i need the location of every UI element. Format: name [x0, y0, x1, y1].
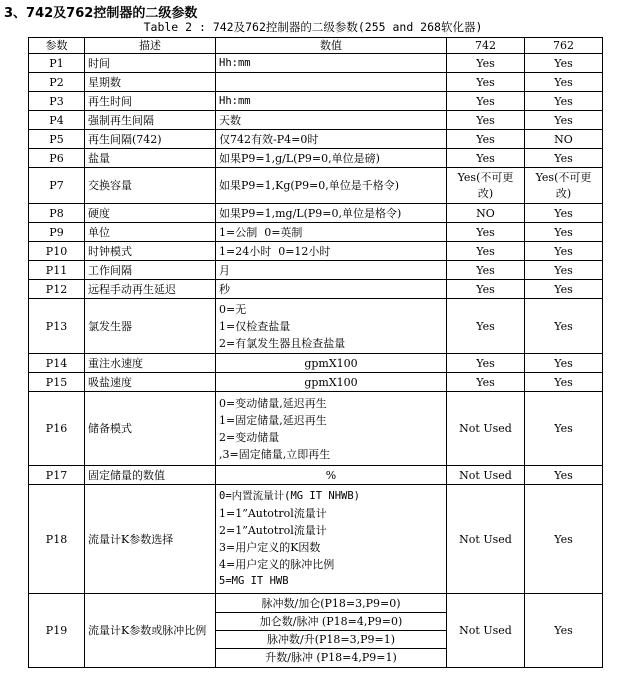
742-cell: Yes: [447, 299, 525, 354]
value-cell: [216, 485, 447, 594]
742-cell: Yes: [447, 242, 525, 261]
value-line: 5=MG IT HWB: [219, 575, 289, 587]
762-cell: Yes: [525, 92, 603, 111]
742-cell: NO: [447, 204, 525, 223]
table-header-row: [29, 38, 603, 54]
value-cell: 天数: [216, 111, 447, 130]
header-desc: 描述: [85, 38, 216, 54]
param-cell: P16: [29, 392, 85, 466]
value-cell: 秒: [216, 280, 447, 299]
762-cell: Yes(不可更改): [525, 168, 603, 204]
762-cell: Yes: [525, 223, 603, 242]
param-cell: P13: [29, 299, 85, 354]
desc-cell: 重注水速度: [85, 354, 216, 373]
desc-cell: 硬度: [85, 204, 216, 223]
value-line: 0=内置流量计(MG IT NHWB): [219, 490, 361, 502]
value-cell: gpmX100: [216, 354, 447, 373]
param-cell: P5: [29, 130, 85, 149]
table-row-p18: [29, 485, 603, 594]
header-param: 参数: [29, 38, 85, 54]
desc-cell: 再生间隔(742): [85, 130, 216, 149]
desc-cell: 远程手动再生延迟: [85, 280, 216, 299]
table-caption: Table 2 : 742及762控制器的二级参数(255 and 268软化器): [143, 20, 483, 34]
762-cell: Yes: [525, 373, 603, 392]
param-cell: P2: [29, 73, 85, 92]
param-cell: P10: [29, 242, 85, 261]
desc-cell: 时间: [85, 54, 216, 73]
value-cell: 1=公制 0=英制: [216, 223, 447, 242]
desc-cell: 流量计K参数选择: [85, 485, 216, 594]
742-cell: Yes: [447, 73, 525, 92]
742-cell: Yes: [447, 354, 525, 373]
value-cell: 如果P9=1,g/L(P9=0,单位是磅): [216, 149, 447, 168]
762-cell: Yes: [525, 242, 603, 261]
value-cell: 仅742有效-P4=0时: [216, 130, 447, 149]
762-cell: Yes: [525, 299, 603, 354]
param-cell: P4: [29, 111, 85, 130]
value-line: 2=1”Autotrol流量计: [219, 524, 327, 537]
742-cell: Yes(不可更改): [447, 168, 525, 204]
param-cell: P12: [29, 280, 85, 299]
param-cell: P15: [29, 373, 85, 392]
sub-value: 脉冲数/升(P18=3,P9=1): [216, 631, 446, 649]
desc-cell: 吸盐速度: [85, 373, 216, 392]
header-742: 742: [447, 38, 525, 54]
value-cell: gpmX100: [216, 373, 447, 392]
742-cell: Yes: [447, 130, 525, 149]
742-cell: Not Used: [447, 485, 525, 594]
762-cell: Yes: [525, 204, 603, 223]
value-cell: 1=24小时 0=12小时: [216, 242, 447, 261]
param-cell: P18: [29, 485, 85, 594]
742-cell: Yes: [447, 373, 525, 392]
desc-cell: 再生时间: [85, 92, 216, 111]
table-row: [29, 92, 603, 111]
table-row: [29, 204, 603, 223]
value-cell: 如果P9=1,Kg(P9=0,单位是千格令): [216, 168, 447, 204]
762-cell: Yes: [525, 261, 603, 280]
desc-cell: 星期数: [85, 73, 216, 92]
table-row: [29, 54, 603, 73]
value-cell: Hh:mm: [216, 54, 447, 73]
742-cell: Not Used: [447, 392, 525, 466]
table-row-p19: [29, 594, 603, 668]
param-cell: P1: [29, 54, 85, 73]
742-cell: Not Used: [447, 466, 525, 485]
desc-cell: 强制再生间隔: [85, 111, 216, 130]
762-cell: Yes: [525, 354, 603, 373]
742-cell: Not Used: [447, 594, 525, 668]
742-cell: Yes: [447, 54, 525, 73]
762-cell: Yes: [525, 466, 603, 485]
table-row-p14: [29, 354, 603, 373]
desc-cell: 交换容量: [85, 168, 216, 204]
742-cell: Yes: [447, 92, 525, 111]
header-762: 762: [525, 38, 603, 54]
value-line: ,3=固定储量,立即再生: [219, 447, 331, 461]
table-row: [29, 73, 603, 92]
table-row: [29, 280, 603, 299]
table-row-p15: [29, 373, 603, 392]
762-cell: Yes: [525, 149, 603, 168]
param-cell: P11: [29, 261, 85, 280]
742-cell: Yes: [447, 223, 525, 242]
762-cell: Yes: [525, 111, 603, 130]
section-heading: 3、742及762控制器的二级参数: [4, 6, 198, 21]
value-cell: [216, 392, 447, 466]
desc-cell: 储备模式: [85, 392, 216, 466]
value-line: 3=用户定义的K因数: [219, 541, 321, 554]
value-line: 1=1”Autotrol流量计: [219, 507, 327, 520]
762-cell: Yes: [525, 392, 603, 466]
desc-cell: 工作间隔: [85, 261, 216, 280]
762-cell: Yes: [525, 54, 603, 73]
762-cell: NO: [525, 130, 603, 149]
param-cell: P14: [29, 354, 85, 373]
value-cell: 月: [216, 261, 447, 280]
sub-value-table: [216, 595, 446, 666]
header-value: 数值: [216, 38, 447, 54]
param-cell: P9: [29, 223, 85, 242]
table-row: [29, 168, 603, 204]
desc-cell: 单位: [85, 223, 216, 242]
parameter-table: [28, 37, 603, 668]
desc-cell: 氯发生器: [85, 299, 216, 354]
742-cell: Yes: [447, 280, 525, 299]
table-row: [29, 130, 603, 149]
sub-value: 脉冲数/加仑(P18=3,P9=0): [216, 595, 446, 613]
value-line: 0=无: [219, 302, 247, 316]
value-cell: %: [216, 466, 447, 485]
param-cell: P7: [29, 168, 85, 204]
value-cell: 如果P9=1,mg/L(P9=0,单位是格令): [216, 204, 447, 223]
table-row: [29, 149, 603, 168]
value-line: 1=固定储量,延迟再生: [219, 413, 327, 427]
desc-cell: 盐量: [85, 149, 216, 168]
sub-value: 加仑数/脉冲 (P18=4,P9=0): [216, 613, 446, 631]
742-cell: Yes: [447, 149, 525, 168]
param-cell: P3: [29, 92, 85, 111]
value-line: 4=用户定义的脉冲比例: [219, 558, 335, 571]
value-line: 1=仅检查盐量: [219, 319, 291, 333]
762-cell: Yes: [525, 73, 603, 92]
param-cell: P19: [29, 594, 85, 668]
table-row-p17: [29, 466, 603, 485]
table-row: [29, 242, 603, 261]
value-cell: [216, 299, 447, 354]
table-row-p13: [29, 299, 603, 354]
table-row: [29, 261, 603, 280]
value-cell: [216, 73, 447, 92]
param-cell: P17: [29, 466, 85, 485]
desc-cell: 流量计K参数或脉冲比例: [85, 594, 216, 668]
762-cell: Yes: [525, 594, 603, 668]
param-cell: P6: [29, 149, 85, 168]
762-cell: Yes: [525, 485, 603, 594]
742-cell: Yes: [447, 111, 525, 130]
table-row: [29, 111, 603, 130]
desc-cell: 固定储量的数值: [85, 466, 216, 485]
value-line: 2=有氯发生器且检查盐量: [219, 336, 346, 350]
table-row: [29, 223, 603, 242]
value-cell: Hh:mm: [216, 92, 447, 111]
table-row-p16: [29, 392, 603, 466]
value-line: 0=变动储量,延迟再生: [219, 396, 327, 410]
value-cell: [216, 594, 447, 668]
value-line: 2=变动储量: [219, 430, 280, 444]
sub-value: 升数/脉冲 (P18=4,P9=1): [265, 651, 397, 664]
742-cell: Yes: [447, 261, 525, 280]
desc-cell: 时钟模式: [85, 242, 216, 261]
762-cell: Yes: [525, 280, 603, 299]
param-cell: P8: [29, 204, 85, 223]
